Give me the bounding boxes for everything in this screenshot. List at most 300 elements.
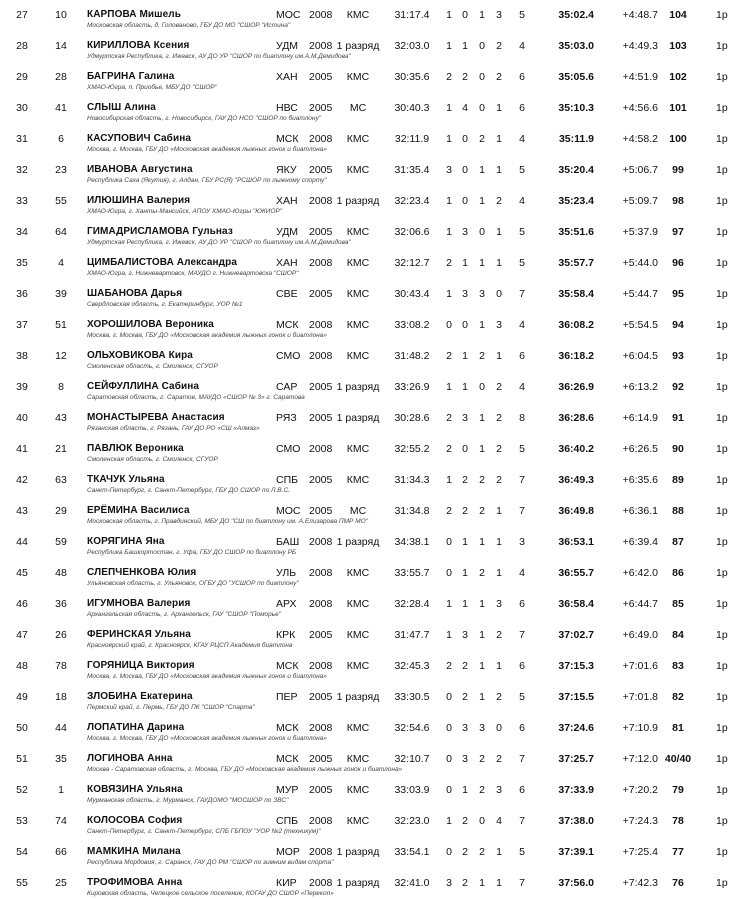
birth-year: 2008 [309,350,333,362]
team-info: Республика Мордовия, г. Саранск, ГАУ ДО РМ "СШОР по зимним видам спорта" [87,859,334,866]
region-code: МСК [276,133,299,145]
shooting-3: 2 [479,784,485,796]
shooting-2: 1 [462,257,468,269]
table-row [0,775,750,806]
fulfilled-rank: 1р [716,443,728,455]
place-cell: 38 [16,350,28,362]
athlete-name: КАСУПОВИЧ Сабина [87,133,191,144]
time-behind: +4:48.7 [622,9,658,21]
shooting-2: 2 [462,877,468,889]
shooting-1: 1 [446,226,452,238]
bib-cell: 29 [55,505,67,517]
score: 86 [672,567,684,579]
shooting-1: 1 [446,815,452,827]
place-cell: 36 [16,288,28,300]
shooting-2: 1 [462,381,468,393]
score: 92 [672,381,684,393]
shooting-3: 2 [479,474,485,486]
time-behind: +4:51.9 [622,71,658,83]
qualification: КМС [346,164,370,176]
birth-year: 2005 [309,691,333,703]
athlete-name: СЛЕПЧЕНКОВА Юлия [87,567,197,578]
bib-cell: 64 [55,226,67,238]
shooting-1: 1 [446,195,452,207]
shooting-4: 2 [496,71,502,83]
fulfilled-rank: 1р [716,9,728,21]
fulfilled-rank: 1р [716,598,728,610]
shooting-1: 0 [446,846,452,858]
region-code: НВС [276,102,298,114]
athlete-name: ПАВЛЮК Вероника [87,443,184,454]
ski-time: 32:03.0 [394,40,430,52]
shooting-3: 1 [479,660,485,672]
shooting-4: 2 [496,412,502,424]
ski-time: 32:54.6 [394,722,430,734]
result-time: 36:08.2 [558,319,594,331]
bib-cell: 23 [55,164,67,176]
shooting-4: 1 [496,846,502,858]
athlete-name: ЦИМБАЛИСТОВА Александра [87,257,237,268]
time-behind: +6:35.6 [622,474,658,486]
team-info: Санкт-Петербург, г. Санкт-Петербург, ГБУ ДО СШОР по Л.В.С. [87,487,290,494]
athlete-name: МОНАСТЫРЕВА Анастасия [87,412,225,423]
region-code: ПЕР [276,691,298,703]
penalty-total: 7 [519,629,525,641]
result-time: 36:49.3 [558,474,594,486]
shooting-2: 2 [462,691,468,703]
ski-time: 32:06.6 [394,226,430,238]
region-code: СВЕ [276,288,298,300]
region-code: МСК [276,660,299,672]
qualification: КМС [346,133,370,145]
team-info: Удмуртская Республика, г. Ижевск, АУ ДО УР "СШОР по биатлону им.А.М.Демидова" [87,239,351,246]
time-behind: +6:49.0 [622,629,658,641]
penalty-total: 6 [519,350,525,362]
penalty-total: 4 [519,40,525,52]
result-time: 35:51.6 [558,226,594,238]
qualification: КМС [346,474,370,486]
athlete-name: ФЕРИНСКАЯ Ульяна [87,629,191,640]
penalty-total: 4 [519,133,525,145]
shooting-1: 1 [446,474,452,486]
score: 88 [672,505,684,517]
shooting-1: 1 [446,133,452,145]
qualification: 1 разряд [336,195,380,207]
shooting-1: 3 [446,164,452,176]
result-time: 35:03.0 [558,40,594,52]
bib-cell: 36 [55,598,67,610]
fulfilled-rank: 1р [716,784,728,796]
ski-time: 32:55.2 [394,443,430,455]
ski-time: 32:12.7 [394,257,430,269]
ski-time: 32:41.0 [394,877,430,889]
time-behind: +7:42.3 [622,877,658,889]
place-cell: 42 [16,474,28,486]
bib-cell: 48 [55,567,67,579]
team-info: Смоленская область, г. Смоленск, СГУОР [87,363,218,370]
fulfilled-rank: 1р [716,226,728,238]
time-behind: +6:39.4 [622,536,658,548]
bib-cell: 4 [58,257,64,269]
shooting-4: 3 [496,598,502,610]
place-cell: 49 [16,691,28,703]
place-cell: 50 [16,722,28,734]
shooting-2: 1 [462,784,468,796]
score: 98 [672,195,684,207]
team-info: Рязанская область, г. Рязань, ГАУ ДО РО «СШ «Алмаз» [87,425,260,432]
birth-year: 2008 [309,722,333,734]
penalty-total: 5 [519,443,525,455]
penalty-total: 7 [519,877,525,889]
bib-cell: 28 [55,71,67,83]
athlete-name: КОВЯЗИНА Ульяна [87,784,183,795]
table-row [0,403,750,434]
table-row [0,372,750,403]
region-code: СПБ [276,815,299,827]
time-behind: +4:56.6 [622,102,658,114]
time-behind: +7:24.3 [622,815,658,827]
score: 85 [672,598,684,610]
result-time: 36:26.9 [558,381,594,393]
time-behind: +6:13.2 [622,381,658,393]
shooting-1: 1 [446,381,452,393]
shooting-3: 2 [479,567,485,579]
bib-cell: 51 [55,319,67,331]
bib-cell: 6 [58,133,64,145]
shooting-4: 2 [496,753,502,765]
qualification: КМС [346,629,370,641]
time-behind: +7:20.2 [622,784,658,796]
athlete-name: ИЛЮШИНА Валерия [87,195,191,206]
result-time: 36:55.7 [558,567,594,579]
shooting-4: 1 [496,877,502,889]
time-behind: +5:54.5 [622,319,658,331]
shooting-4: 0 [496,288,502,300]
shooting-3: 0 [479,71,485,83]
time-behind: +6:44.7 [622,598,658,610]
shooting-4: 2 [496,629,502,641]
penalty-total: 7 [519,505,525,517]
penalty-total: 5 [519,164,525,176]
table-row [0,186,750,217]
time-behind: +6:26.5 [622,443,658,455]
region-code: МСК [276,753,299,765]
ski-time: 30:28.6 [394,412,430,424]
ski-time: 33:55.7 [394,567,430,579]
ski-time: 33:03.9 [394,784,430,796]
time-behind: +5:37.9 [622,226,658,238]
place-cell: 48 [16,660,28,672]
team-info: Республика Башкортостан, г. Уфа, ГБУ ДО СШОР по биатлону РБ [87,549,297,556]
fulfilled-rank: 1р [716,164,728,176]
penalty-total: 6 [519,660,525,672]
shooting-4: 4 [496,815,502,827]
shooting-4: 2 [496,443,502,455]
penalty-total: 5 [519,226,525,238]
fulfilled-rank: 1р [716,40,728,52]
fulfilled-rank: 1р [716,350,728,362]
shooting-3: 1 [479,412,485,424]
score: 97 [672,226,684,238]
shooting-4: 1 [496,536,502,548]
birth-year: 2008 [309,443,333,455]
result-time: 36:53.1 [558,536,594,548]
score: 93 [672,350,684,362]
bib-cell: 18 [55,691,67,703]
table-row [0,279,750,310]
table-row [0,155,750,186]
region-code: КРК [276,629,296,641]
shooting-3: 1 [479,319,485,331]
bib-cell: 63 [55,474,67,486]
table-row [0,620,750,651]
shooting-2: 1 [462,567,468,579]
region-code: УЛЬ [276,567,297,579]
shooting-4: 1 [496,164,502,176]
result-time: 35:02.4 [558,9,594,21]
athlete-name: ЛОПАТИНА Дарина [87,722,185,733]
bib-cell: 35 [55,753,67,765]
ski-time: 32:45.3 [394,660,430,672]
bib-cell: 59 [55,536,67,548]
time-behind: +6:42.0 [622,567,658,579]
shooting-4: 0 [496,722,502,734]
fulfilled-rank: 1р [716,753,728,765]
penalty-total: 6 [519,71,525,83]
ski-time: 31:34.8 [394,505,430,517]
fulfilled-rank: 1р [716,195,728,207]
shooting-2: 0 [462,443,468,455]
qualification: КМС [346,288,370,300]
bib-cell: 14 [55,40,67,52]
shooting-4: 1 [496,660,502,672]
fulfilled-rank: 1р [716,536,728,548]
qualification: МС [349,102,367,114]
birth-year: 2008 [309,319,333,331]
fulfilled-rank: 1р [716,660,728,672]
result-time: 37:24.6 [558,722,594,734]
fulfilled-rank: 1р [716,381,728,393]
shooting-4: 2 [496,691,502,703]
qualification: КМС [346,598,370,610]
athlete-name: ЛОГИНОВА Анна [87,753,173,764]
shooting-2: 0 [462,164,468,176]
place-cell: 37 [16,319,28,331]
region-code: СПБ [276,474,299,486]
shooting-3: 1 [479,164,485,176]
ski-time: 31:48.2 [394,350,430,362]
shooting-3: 1 [479,195,485,207]
shooting-2: 0 [462,133,468,145]
shooting-2: 1 [462,40,468,52]
team-info: Москва, г. Москва, ГБУ ДО «Московская академия лыжных гонок и биатлона» [87,673,327,680]
shooting-1: 2 [446,505,452,517]
birth-year: 2008 [309,9,333,21]
place-cell: 31 [16,133,28,145]
shooting-3: 2 [479,846,485,858]
result-time: 36:18.2 [558,350,594,362]
penalty-total: 6 [519,102,525,114]
qualification: 1 разряд [336,40,380,52]
bib-cell: 78 [55,660,67,672]
penalty-total: 3 [519,536,525,548]
table-row [0,310,750,341]
bib-cell: 10 [55,9,67,21]
score: 101 [669,102,687,114]
birth-year: 2008 [309,660,333,672]
team-info: Пермский край, г. Пермь, ГБУ ДО ПК "СШОР "Спарта" [87,704,255,711]
table-row [0,837,750,868]
birth-year: 2008 [309,40,333,52]
birth-year: 2005 [309,412,333,424]
qualification: КМС [346,815,370,827]
result-time: 36:58.4 [558,598,594,610]
qualification: КМС [346,226,370,238]
fulfilled-rank: 1р [716,288,728,300]
time-behind: +7:25.4 [622,846,658,858]
score: 82 [672,691,684,703]
region-code: МУР [276,784,299,796]
shooting-2: 2 [462,660,468,672]
penalty-total: 8 [519,412,525,424]
shooting-3: 1 [479,877,485,889]
result-time: 37:15.5 [558,691,594,703]
shooting-1: 2 [446,443,452,455]
table-row [0,651,750,682]
shooting-2: 2 [462,474,468,486]
time-behind: +7:10.9 [622,722,658,734]
team-info: Москва, г. Москва, ГБУ ДО «Московская академия лыжных гонок и биатлона» [87,332,327,339]
time-behind: +7:01.6 [622,660,658,672]
shooting-1: 0 [446,784,452,796]
score: 81 [672,722,684,734]
penalty-total: 5 [519,846,525,858]
place-cell: 34 [16,226,28,238]
penalty-total: 4 [519,319,525,331]
birth-year: 2008 [309,257,333,269]
bib-cell: 41 [55,102,67,114]
shooting-1: 0 [446,722,452,734]
region-code: РЯЗ [276,412,297,424]
shooting-3: 1 [479,9,485,21]
score: 99 [672,164,684,176]
shooting-4: 1 [496,567,502,579]
qualification: КМС [346,660,370,672]
ski-time: 31:17.4 [394,9,430,21]
shooting-2: 3 [462,226,468,238]
bib-cell: 12 [55,350,67,362]
shooting-1: 0 [446,691,452,703]
fulfilled-rank: 1р [716,102,728,114]
shooting-4: 1 [496,226,502,238]
place-cell: 45 [16,567,28,579]
shooting-2: 1 [462,350,468,362]
birth-year: 2005 [309,381,333,393]
shooting-1: 2 [446,71,452,83]
region-code: СМО [276,443,301,455]
ski-time: 33:08.2 [394,319,430,331]
shooting-1: 0 [446,536,452,548]
table-row [0,124,750,155]
place-cell: 55 [16,877,28,889]
place-cell: 35 [16,257,28,269]
bib-cell: 26 [55,629,67,641]
shooting-3: 0 [479,226,485,238]
shooting-4: 3 [496,9,502,21]
team-info: ХМАО-Югра, п. Приобье, МБУ ДО "СШОР" [87,84,218,91]
athlete-name: ИВАНОВА Августина [87,164,193,175]
shooting-1: 2 [446,350,452,362]
result-time: 37:38.0 [558,815,594,827]
shooting-2: 4 [462,102,468,114]
team-info: Удмуртская Республика, г. Ижевск, АУ ДО УР "СШОР по биатлону им.А.М.Демидова" [87,53,351,60]
shooting-3: 1 [479,598,485,610]
table-row [0,62,750,93]
shooting-1: 1 [446,102,452,114]
shooting-4: 1 [496,505,502,517]
birth-year: 2008 [309,536,333,548]
shooting-1: 3 [446,877,452,889]
score: 84 [672,629,684,641]
penalty-total: 7 [519,288,525,300]
bib-cell: 8 [58,381,64,393]
qualification: КМС [346,319,370,331]
birth-year: 2008 [309,598,333,610]
team-info: Мурманская область, г. Мурманск, ГАУДОМО "МОСШОР по ЗВС" [87,797,289,804]
shooting-3: 1 [479,536,485,548]
birth-year: 2005 [309,164,333,176]
fulfilled-rank: 1р [716,412,728,424]
time-behind: +5:09.7 [622,195,658,207]
penalty-total: 7 [519,474,525,486]
shooting-1: 0 [446,567,452,579]
ski-time: 30:35.6 [394,71,430,83]
shooting-2: 1 [462,536,468,548]
qualification: 1 разряд [336,381,380,393]
birth-year: 2005 [309,71,333,83]
team-info: Новосибирская область, г. Новосибирск, ГАУ ДО НСО "СШОР по биатлону" [87,115,322,122]
athlete-name: ИГУМНОВА Валерия [87,598,191,609]
fulfilled-rank: 1р [716,133,728,145]
shooting-3: 2 [479,753,485,765]
shooting-1: 0 [446,753,452,765]
bib-cell: 44 [55,722,67,734]
table-row [0,558,750,589]
shooting-2: 2 [462,71,468,83]
place-cell: 43 [16,505,28,517]
birth-year: 2005 [309,629,333,641]
birth-year: 2008 [309,195,333,207]
shooting-2: 2 [462,505,468,517]
region-code: ЯКУ [276,164,297,176]
birth-year: 2005 [309,102,333,114]
qualification: КМС [346,443,370,455]
qualification: КМС [346,350,370,362]
region-code: СМО [276,350,301,362]
shooting-1: 0 [446,319,452,331]
ski-time: 33:26.9 [394,381,430,393]
penalty-total: 4 [519,195,525,207]
time-behind: +5:44.0 [622,257,658,269]
birth-year: 2005 [309,474,333,486]
team-info: Кировская область, Чепецкое сельское поселение, КОГАУ ДО СШОР «Перекоп» [87,890,334,897]
fulfilled-rank: 1р [716,474,728,486]
score: 83 [672,660,684,672]
athlete-name: КОРЯГИНА Яна [87,536,165,547]
athlete-name: ЗЛОБИНА Екатерина [87,691,193,702]
shooting-1: 2 [446,412,452,424]
table-row [0,465,750,496]
